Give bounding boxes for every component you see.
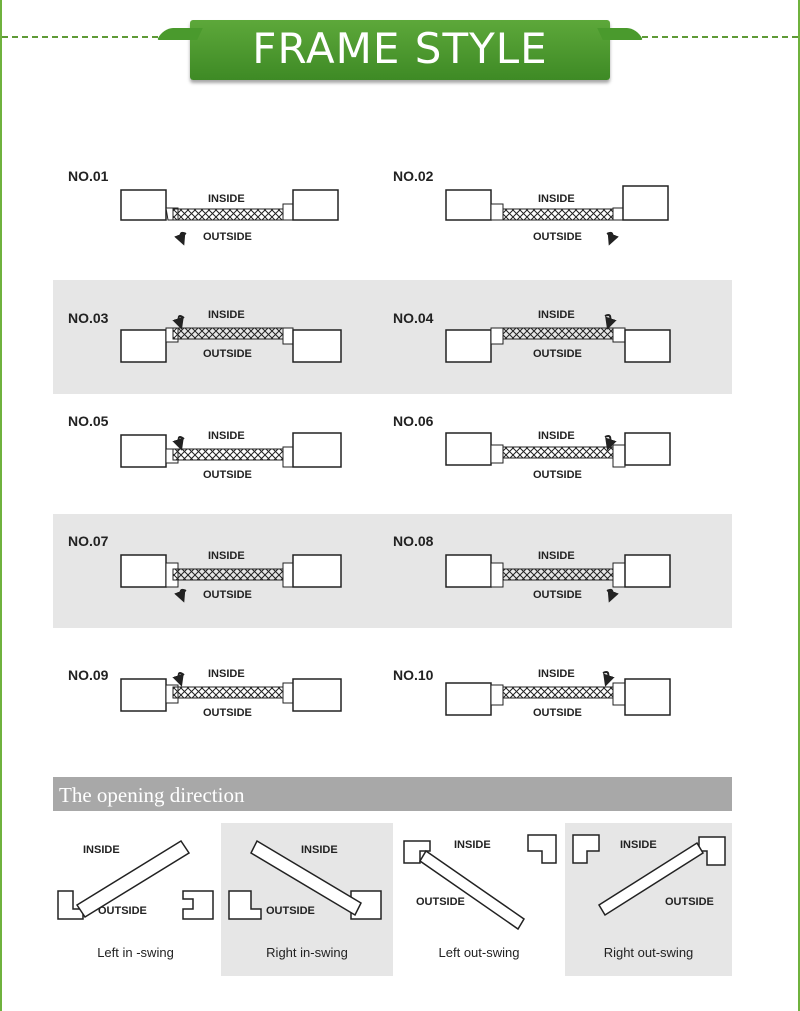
outside-label: OUTSIDE — [533, 348, 582, 360]
frame-style-07 — [68, 533, 398, 643]
frame-style-08 — [393, 533, 723, 643]
page-title: FRAME STYLE — [252, 24, 548, 73]
left-out-swing — [396, 823, 562, 976]
inside-label: INSIDE — [208, 668, 245, 680]
style-number: NO.08 — [393, 533, 434, 549]
swing-arrow-icon — [605, 436, 610, 445]
inside-label: INSIDE — [620, 839, 657, 851]
section-title: The opening direction — [59, 783, 245, 807]
style-number: NO.06 — [393, 413, 434, 429]
outside-label: OUTSIDE — [98, 905, 147, 917]
banner-ribbon — [190, 20, 610, 80]
outside-label: OUTSIDE — [533, 707, 582, 719]
frame-style-02 — [393, 168, 723, 278]
header-banner — [0, 14, 800, 84]
frame-05-diagram — [118, 413, 368, 523]
inside-label: INSIDE — [208, 550, 245, 562]
frame-style-05 — [68, 413, 398, 523]
section-header — [53, 777, 732, 811]
right-in-swing-diagram — [221, 823, 393, 943]
outside-label: OUTSIDE — [203, 707, 252, 719]
outside-label: OUTSIDE — [203, 589, 252, 601]
right-in-swing — [221, 823, 393, 976]
inside-label: INSIDE — [454, 839, 491, 851]
inside-label: INSIDE — [208, 193, 245, 205]
outside-label: OUTSIDE — [416, 896, 465, 908]
right-out-swing-diagram — [565, 823, 732, 943]
frame-06-diagram — [443, 413, 693, 523]
swing-caption: Left out-swing — [438, 945, 520, 960]
inside-label: INSIDE — [208, 430, 245, 442]
swing-caption: Left in -swing — [97, 945, 174, 960]
frame-02-diagram — [443, 168, 693, 278]
swing-arrow-icon — [603, 672, 608, 681]
swing-arrow-icon — [179, 316, 184, 324]
left-out-swing-diagram — [396, 823, 562, 943]
left-in-swing-diagram — [53, 823, 218, 943]
outside-label: OUTSIDE — [533, 469, 582, 481]
swing-arrow-icon — [181, 233, 186, 240]
style-number: NO.05 — [68, 413, 109, 429]
outside-label: OUTSIDE — [203, 231, 252, 243]
inside-label: INSIDE — [538, 668, 575, 680]
frame-09-diagram — [118, 667, 368, 777]
inside-label: INSIDE — [538, 193, 575, 205]
frame-01-diagram — [118, 168, 368, 278]
frame-08-diagram — [443, 533, 693, 643]
swing-arrow-icon — [181, 590, 186, 597]
frame-10-diagram — [443, 667, 693, 777]
style-number: NO.09 — [68, 667, 109, 683]
right-out-swing — [565, 823, 732, 976]
style-number: NO.10 — [393, 667, 434, 683]
frame-style-03 — [68, 310, 398, 420]
swing-arrow-icon — [179, 673, 184, 681]
frame-04-diagram — [443, 310, 693, 420]
outside-label: OUTSIDE — [266, 905, 315, 917]
inside-label: INSIDE — [538, 550, 575, 562]
style-number: NO.01 — [68, 168, 109, 184]
inside-label: INSIDE — [208, 309, 245, 321]
outside-label: OUTSIDE — [203, 348, 252, 360]
style-number: NO.07 — [68, 533, 109, 549]
inside-label: INSIDE — [538, 430, 575, 442]
swing-arrow-icon — [605, 315, 610, 324]
frame-style-01 — [68, 168, 398, 278]
swing-arrow-icon — [607, 590, 612, 597]
swing-arrow-icon — [607, 233, 612, 240]
frame-style-09 — [68, 667, 398, 777]
inside-label: INSIDE — [301, 844, 338, 856]
swing-arrow-icon — [179, 437, 184, 445]
left-in-swing — [53, 823, 218, 976]
outside-label: OUTSIDE — [533, 231, 582, 243]
outside-label: OUTSIDE — [533, 589, 582, 601]
inside-label: INSIDE — [83, 844, 120, 856]
style-number: NO.02 — [393, 168, 434, 184]
outside-label: OUTSIDE — [665, 896, 714, 908]
frame-07-diagram — [118, 533, 368, 643]
style-number: NO.03 — [68, 310, 109, 326]
frame-style-04 — [393, 310, 723, 420]
frame-style-06 — [393, 413, 723, 523]
style-number: NO.04 — [393, 310, 434, 326]
outside-label: OUTSIDE — [203, 469, 252, 481]
inside-label: INSIDE — [538, 309, 575, 321]
swing-caption: Right in-swing — [266, 945, 348, 960]
frame-03-diagram — [118, 310, 368, 420]
swing-caption: Right out-swing — [603, 945, 694, 960]
frame-style-10 — [393, 667, 723, 777]
